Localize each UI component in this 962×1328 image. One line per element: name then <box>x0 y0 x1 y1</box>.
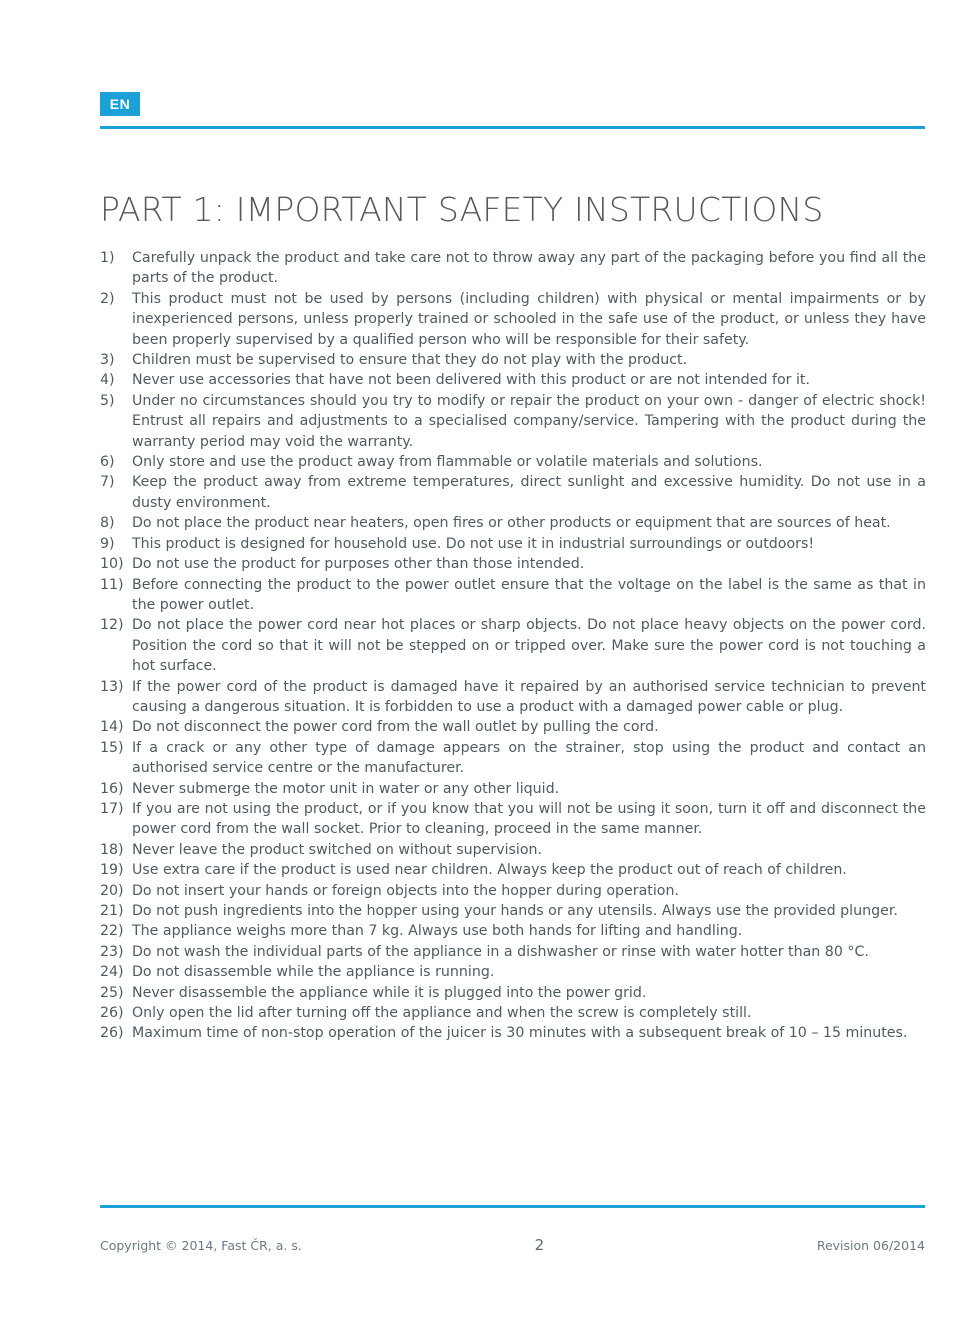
list-item <box>100 1003 928 1023</box>
list-item-number: 14) <box>100 719 124 736</box>
list-item-text: Do not place the product near heaters, open fires or other products or equipment that are sources of heat. <box>132 515 891 532</box>
list-item <box>100 248 928 289</box>
list-item <box>100 779 928 799</box>
list-item <box>100 962 928 982</box>
list-item <box>100 350 928 370</box>
list-item <box>100 554 928 574</box>
list-item-text: Only open the lid after turning off the appliance and when the screw is completely still. <box>132 1005 752 1022</box>
list-item-number: 6) <box>100 454 115 471</box>
list-item-number: 7) <box>100 474 115 491</box>
page-title: PART 1: IMPORTANT SAFETY INSTRUCTIONS <box>100 190 824 230</box>
language-badge: EN <box>100 92 140 116</box>
list-item-text: Do not place the power cord near hot places or sharp objects. Do not place heavy objects on the power cord. Position the cord so that it will not be stepped on or tripped over. Make sure the power cord is not touching a hot surface. <box>132 617 926 675</box>
list-item-number: 26) <box>100 1025 124 1042</box>
list-item-text: Only store and use the product away from flammable or volatile materials and solutions. <box>132 454 763 471</box>
list-item <box>100 391 928 452</box>
list-item-number: 19) <box>100 862 124 879</box>
list-item <box>100 840 928 860</box>
list-item-number: 9) <box>100 535 115 552</box>
footer-revision: Revision 06/2014 <box>816 1237 925 1253</box>
list-item-number: 20) <box>100 882 124 899</box>
list-item <box>100 901 928 921</box>
list-item-text: If you are not using the product, or if you know that you will not be using it soon, turn it off and disconnect the power cord from the wall socket. Prior to cleaning, proceed in the same manner. <box>132 800 926 838</box>
list-item-number: 5) <box>100 392 115 409</box>
list-item-number: 12) <box>100 617 124 634</box>
list-item-text: Do not wash the individual parts of the appliance in a dishwasher or rinse with water hotter than 80 °C. <box>132 943 869 960</box>
list-item <box>100 534 928 554</box>
list-item-text: If a crack or any other type of damage appears on the strainer, stop using the product and contact an authorised service centre or the manufacturer. <box>132 739 926 777</box>
list-item <box>100 983 928 1003</box>
list-item-text: Never leave the product switched on without supervision. <box>132 841 543 858</box>
list-item-text: Do not insert your hands or foreign objects into the hopper during operation. <box>132 882 679 899</box>
footer-page-number: 2 <box>534 1236 545 1254</box>
footer-copyright: Copyright © 2014, Fast ČR, a. s. <box>100 1237 302 1253</box>
list-item-number: 25) <box>100 984 124 1001</box>
list-item <box>100 289 928 350</box>
list-item-text: If the power cord of the product is damaged have it repaired by an authorised service technician to prevent causing a dangerous situation. It is forbidden to use a product with a damaged power cable or plug. <box>132 678 926 715</box>
list-item-text: This product is designed for household use. Do not use it in industrial surroundings or outdoors! <box>132 535 815 552</box>
list-item-number: 22) <box>100 923 124 940</box>
list-item-text: Under no circumstances should you try to modify or repair the product on your own - danger of electric shock! Entrust all repairs and adjustments to a specialised company/service. Tampering with the product during the warranty period may void the warranty. <box>132 392 926 450</box>
list-item <box>100 942 928 962</box>
list-item-text: Never use accessories that have not been delivered with this product or are not intended for it. <box>132 372 810 389</box>
list-item-number: 13) <box>100 678 124 695</box>
list-item-text: Use extra care if the product is used near children. Always keep the product out of reach of children. <box>132 862 847 879</box>
list-item-number: 24) <box>100 964 124 981</box>
list-item-text: Carefully unpack the product and take care not to throw away any part of the packaging before you find all the parts of the product. <box>132 250 926 287</box>
list-item <box>100 472 928 513</box>
list-item-number: 1) <box>100 250 115 266</box>
list-item-number: 26) <box>100 1005 124 1022</box>
list-item <box>100 1023 928 1043</box>
header-divider <box>100 126 925 129</box>
list-item-number: 3) <box>100 352 115 369</box>
list-item <box>100 513 928 533</box>
list-item-number: 4) <box>100 372 115 389</box>
list-item-number: 17) <box>100 800 124 817</box>
page-footer <box>100 1236 925 1254</box>
list-item-text: Before connecting the product to the power outlet ensure that the voltage on the label is the same as that in the power outlet. <box>132 576 926 613</box>
safety-instructions-list <box>100 248 928 1044</box>
list-item-text: The appliance weighs more than 7 kg. Always use both hands for lifting and handling. <box>132 923 743 940</box>
list-item-text: This product must not be used by persons (including children) with physical or mental impairments or by inexperienced persons, unless properly trained or schooled in the safe use of the product, or unless they have been properly supervised by a qualified person who will be responsible for their safety. <box>132 290 926 348</box>
list-item-text: Do not push ingredients into the hopper using your hands or any utensils. Always use the provided plunger. <box>132 903 898 919</box>
list-item-number: 23) <box>100 943 124 960</box>
list-item <box>100 738 928 779</box>
list-item-text: Maximum time of non-stop operation of the juicer is 30 minutes with a subsequent break of 10 – 15 minutes. <box>132 1025 908 1042</box>
list-item <box>100 799 928 840</box>
list-item-text: Do not disassemble while the appliance is running. <box>132 964 495 981</box>
list-item-text: Keep the product away from extreme temperatures, direct sunlight and excessive humidity. Do not use in a dusty environment. <box>132 474 926 511</box>
list-item <box>100 881 928 901</box>
list-item-number: 18) <box>100 841 124 858</box>
list-item <box>100 615 928 676</box>
list-item-number: 21) <box>100 903 124 919</box>
list-item-text: Do not disconnect the power cord from the wall outlet by pulling the cord. <box>132 719 659 736</box>
list-item-text: Never disassemble the appliance while it is plugged into the power grid. <box>132 984 647 1001</box>
list-item-number: 11) <box>100 576 124 593</box>
list-item-number: 16) <box>100 780 124 797</box>
list-item-text: Never submerge the motor unit in water or any other liquid. <box>132 780 560 797</box>
list-item <box>100 921 928 941</box>
list-item <box>100 717 928 737</box>
list-item-number: 10) <box>100 556 124 573</box>
list-item <box>100 452 928 472</box>
list-item <box>100 677 928 718</box>
list-item-number: 8) <box>100 515 115 532</box>
list-item-number: 2) <box>100 290 115 307</box>
list-item-text: Children must be supervised to ensure that they do not play with the product. <box>132 352 688 369</box>
list-item <box>100 860 928 880</box>
footer-divider <box>100 1205 925 1208</box>
list-item <box>100 575 928 616</box>
list-item-number: 15) <box>100 739 124 756</box>
list-item <box>100 370 928 390</box>
list-item-text: Do not use the product for purposes other than those intended. <box>132 556 585 573</box>
